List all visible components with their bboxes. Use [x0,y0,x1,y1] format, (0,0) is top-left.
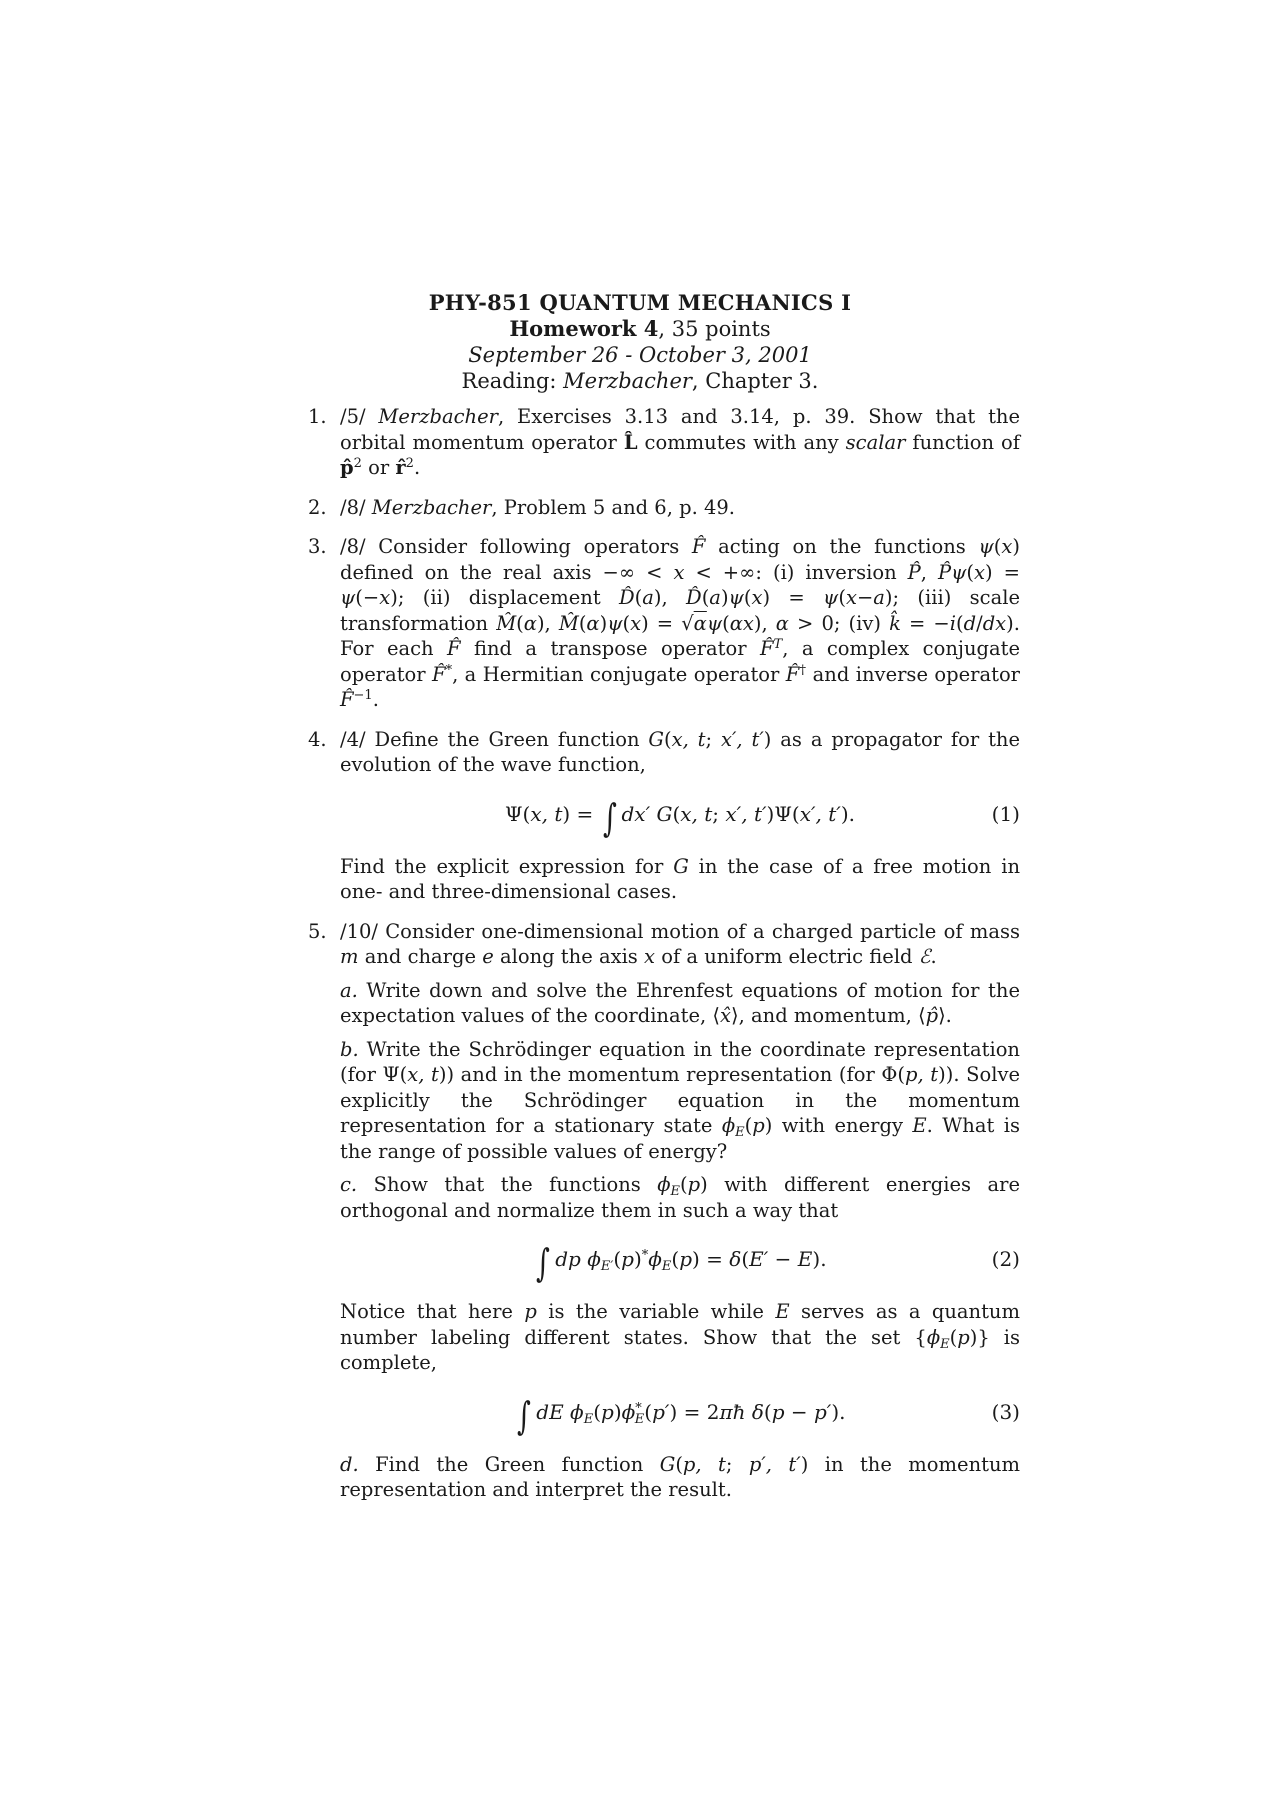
problem-source: Merzbacher [371,495,492,519]
problem-1: 1. /5/ Merzbacher, Exercises 3.13 and 3.14, p. 39. Show that the orbital momentum operator L̂ commutes with any scalar function of p̂$^2$ or r̂$^2$. [308,405,1021,479]
equation-2: ∫ dp $\phi_{E'}(p)^*\phi_E(p) = \delta(E' - E)$. (2) [536,1241,1020,1285]
problem-points: /8/ [340,495,366,519]
problem-5: 5. /10/ Consider one-dimensional motion of a charged particle of mass m and charge e along the axis x of a uniform electric field ℰ. a. Write down and solve the Ehrenfest equations of motion for the expectation values of the coordinate, ⟨x̂⟩, and momentum, ⟨p̂⟩. b. Write the Schrödinger equation in the coordinate representation (for Ψ(x, t)) and in the momentum representation (for Φ(p, t)). Solve explicitly the Schrödinger equation in the momentum representation for a stationary state $\phi_E(p)$ with energy E. What is the range of possible values of energy? c. Show that the functions $\phi_E(p)$ with different energies are orthogonal and normalize them in such a way that ∫ dp $\phi_{E'}(p)^*\phi_E(p) = \delta(E' - E)$. (2) Notice that here p is the variable while E serves as a quantum number labeling different states. Show that the set $\{\phi_E(p)\}$ is complete, ∫ dE $\phi_E(p)\phi^*_E(p')$ = 2πħ δ(p − p′). (3) d. Find the Green function G(p, t; p′, t′) in the momentum representation and interpret the result. [308,919,1021,1501]
subproblem-c: c. Show that the functions $\phi_E(p)$ with different energies are orthogonal and normalize them in such a way that ∫ dp $\phi_{E'}(p)^*\phi_E(p) = \delta(E' - E)$. (2) Notice that here p is the variable while E serves as a quantum number labeling different states. Show that the set $\{\phi_E(p)\}$ is complete, ∫ dE $\phi_E(p)\phi^*_E(p')$ = 2πħ δ(p − p′). (3) [340,1172,1020,1442]
reading-prefix: Reading: [461,369,564,393]
problem-list [308,404,1020,1517]
problem-number: 4. [308,727,327,751]
equation-1: Ψ(x, t) = ∫ dx′ G(x, t; x′, t′)Ψ(x′, t′). (1) [505,795,1020,840]
subproblem-b: b. Write the Schrödinger equation in the coordinate representation (for Ψ(x, t)) and in the momentum representation (for Φ(p, t)). Solve explicitly the Schrödinger equation in the momentum representation for a stationary state $\phi_E(p)$ with energy E. What is the range of possible values of energy? [340,1037,1021,1163]
course-title: PHY-851 QUANTUM MECHANICS I [428,290,852,315]
problem-number: 2. [308,495,327,519]
homework-points: , 35 points [658,317,771,341]
problem-source: Merzbacher [378,405,498,428]
problem-2: 2. /8/ Merzbacher, Problem 5 and 6, p. 49. [308,495,736,519]
homework-line [0,316,1280,342]
document-header [0,290,1280,394]
problem-3: 3. /8/ Consider following operators F̂ acting on the functions ψ(x) defined on the real axis −∞ < x < +∞: (i) inversion P̂, P̂ψ(x) = ψ(−x); (ii) displacement D̂(a), D̂(a)ψ(x) = ψ(x−a); (iii) scale transformation M̂(α), M̂(α)ψ(x) = √αψ(αx), α > 0; (iv) k̂ = −i(d/dx). For each F̂ find a transpose operator F̂$^T$, a complex conjugate operator F̂*, a Hermitian conjugate operator F̂† and inverse operator F̂$^{-1}$. [308,535,1021,711]
equation-tag: (2) [991,1247,1020,1271]
problem-points: /5/ [340,405,366,428]
equation-tag: (1) [991,801,1020,826]
problem-number: 3. [308,535,327,558]
problem-number: 5. [308,919,327,943]
equation-3: ∫ dE $\phi_E(p)\phi^*_E(p')$ = 2πħ δ(p − p′). (3) [517,1393,1020,1438]
equation-tag: (3) [991,1399,1020,1424]
reading-book: Merzbacher [563,369,692,393]
due-dates: September 26 - October 3, 2001 [468,343,812,367]
reading-line [0,368,1280,394]
subproblem-a: a. Write down and solve the Ehrenfest equations of motion for the expectation values of the coordinate, ⟨x̂⟩, and momentum, ⟨p̂⟩. [340,978,1020,1027]
problem-points: /4/ [340,727,366,751]
problem-points: /10/ [340,919,378,943]
problem-points: /8/ [340,535,366,558]
problem-4: 4. /4/ Define the Green function G(x, t; x′, t′) as a propagator for the evolution of the wave function, Ψ(x, t) = ∫ dx′ G(x, t; x′, t′)Ψ(x′, t′). (1) Find the explicit expression for G in the case of a free motion in one- and three-dimensional cases. [308,727,1021,903]
reading-suffix: , Chapter 3. [691,369,819,393]
homework-label: Homework 4 [509,316,659,341]
subproblem-d: d. Find the Green function G(p, t; p′, t′) in the momentum representation and interpret the result. [340,1452,1021,1501]
problem-number: 1. [308,405,327,428]
